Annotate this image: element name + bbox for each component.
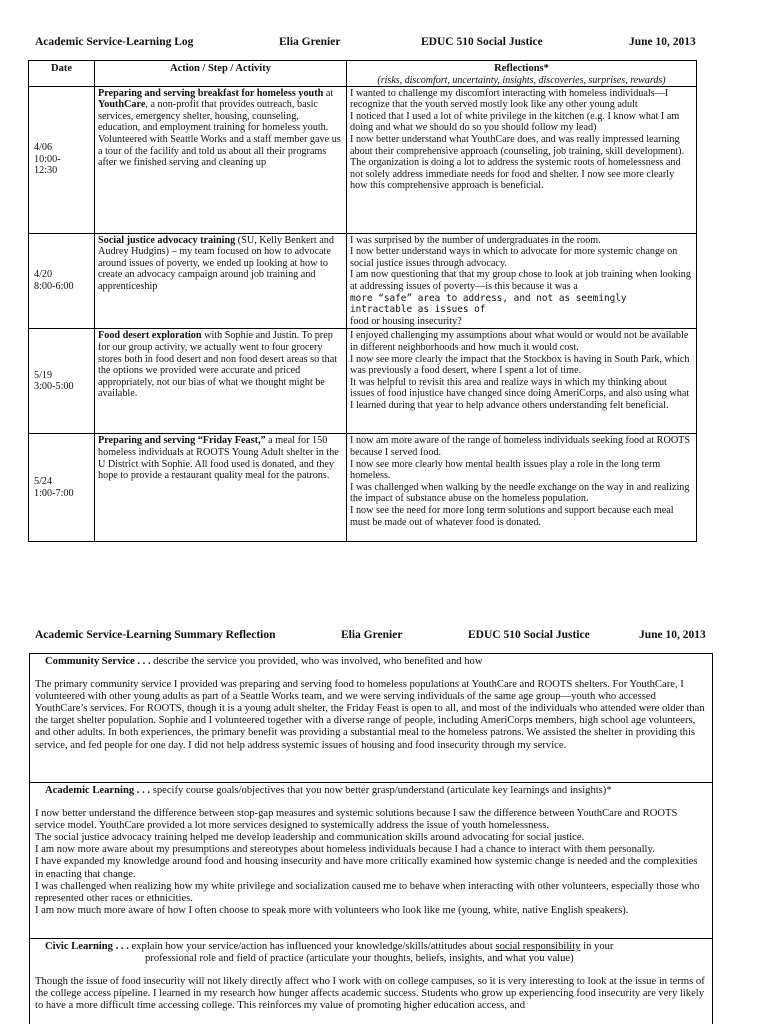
academic-learning-line: I am now much more aware of how I often choose to speak more with volunteers who look like me (young, white, native English speakers).	[35, 904, 629, 916]
community-service-body: The primary community service I provided was preparing and serving food to homeless populations at YouthCare and ROOTS shelters. For YouthCare, I volunteered with other young adults as part of a Seattle Works team, and we were serving individuals of the same age group—youth who accessed YouthCare’s services. For ROOTS, though it is a young adult shelter, the Friday Feast is open to all, and most of the individuals who attended were older than the target shelter population. Sophie and I volunteered together with a diverse range of people, including AmeriCorps members, high school age volunteers, and other adults. In both experiences, the primary benefit was providing a substantial meal to the homeless patrons. We assisted the shelter in providing this service, and fed people for one day. I did not help address systemic issues of housing and food insecurity through my service.	[35, 679, 705, 751]
academic-learning-line: I have expanded my knowledge around food and housing insecurity and have more critically examined how systemic change is needed and the complexities in enacting that change.	[35, 856, 698, 880]
table-row	[29, 329, 697, 434]
row-action: Preparing and serving “Friday Feast,” a meal for 150 homeless individuals at ROOTS Young Adult shelter in the U District with Sophie. All food used is donated, and they hope to provide a restaurant quality meal for the patrons.	[95, 434, 347, 542]
row-action: Social justice advocacy training (SU, Kelly Benkert and Audrey Hudgins) – my team focused on how to advocate around issues of poverty, we ended up looking at how to create an advocacy campaign around job training and apprenticeship	[95, 233, 347, 329]
academic-learning-prompt: Academic Learning . . . specify course goals/objectives that you now better grasp/understand (articulate key learnings and insights)*	[45, 785, 612, 796]
reflections-subheading: (risks, discomfort, uncertainty, insights, discoveries, surprises, rewards)	[377, 74, 666, 86]
row-action: Food desert exploration with Sophie and Justin. To prep for our group activity, we actually went to four grocery stores both in food desert and non food desert areas so that the options we provided were accurate and priced appropriately, not our bias of what we thought might be available.	[95, 329, 347, 434]
row-date: 5/19 3:00-5:00	[29, 329, 95, 434]
academic-learning-heading: Academic Learning . . .	[45, 785, 151, 796]
log-header	[35, 36, 708, 52]
civic-learning-section	[30, 939, 712, 1025]
social-responsibility-term: social responsibility	[495, 941, 581, 952]
row-action: Preparing and serving breakfast for homeless youth at YouthCare, a non-profit that provides outreach, basic services, emergency shelter, housing, counseling, education, and employment training for homeless youth. Volunteered with Seattle Works and a staff member gave us a tour of the facility and told us about all their programs after we finished serving and cleaning up	[95, 86, 347, 233]
academic-learning-line: The social justice advocacy training helped me develop leadership and communication skills around advocating for social justice.	[35, 832, 585, 844]
community-service-section	[30, 654, 712, 783]
row-reflections: I now am more aware of the range of homeless individuals seeking food at ROOTS because I served food. I now see more clearly how mental health issues play a role in the long term homeless. I was challenged when walking by the needle exchange on the way in and realizing the impact of substance abuse on the homeless population. I now see the need for more long term solutions and support because each meal must be made out of whatever food is donated.	[347, 434, 697, 542]
summary-title: Academic Service-Learning Summary Reflection	[35, 629, 276, 641]
row-reflections: I wanted to challenge my discomfort interacting with homeless individuals—I recognize that the youth served mostly look like any other young adult I noticed that I used a lot of white privilege in the kitchen (e.g. I know what I am doing and what we should do so you should follow my lead) I now better understand what YouthCare does, and was really impressed learning about their comprehensive approach (counseling, job training, skill development). The organization is doing a lot to address the systemic roots of homelessness and not solely address immediate needs for food and shelter. I now see more clearly how this comprehensive approach is beneficial.	[347, 86, 697, 233]
row-reflections: I was surprised by the number of undergraduates in the room. I now better understand ways in which to advocate for more systemic change on social justice issues through advocacy. I am now questioning that that my group chose to look at job training when looking at addressing issues of poverty—is this because it was a more “safe” area to address, and not as seemingly intractable as issues of food or housing insecurity?	[347, 233, 697, 329]
academic-learning-section	[30, 783, 712, 939]
action-column-header: Action / Step / Activity	[95, 61, 347, 87]
log-date: June 10, 2013	[629, 36, 696, 48]
civic-learning-prompt: Civic Learning . . . explain how your service/action has influenced your knowledge/skills/attitudes about social responsibility in your professional role and field of practice (articulate your thoughts, beliefs, insights, and what you value)	[45, 941, 614, 965]
academic-learning-line: I am now more aware about my presumptions and stereotypes about homeless individuals because I had a chance to interact with them personally.	[35, 844, 655, 856]
summary-reflection	[29, 653, 713, 1024]
course-name: EDUC 510 Social Justice	[468, 629, 590, 641]
service-log-table	[28, 60, 697, 542]
row-date: 4/06 10:00- 12:30	[29, 86, 95, 233]
academic-learning-line: I now better understand the difference between stop-gap measures and systemic solutions because I saw the difference between YouthCare and ROOTS service model. YouthCare provided a lot more services designed to systemically address the issue of youth homelessness.	[35, 808, 678, 832]
summary-date: June 10, 2013	[639, 629, 706, 641]
reflections-column-header	[347, 61, 697, 87]
academic-learning-line: I was challenged when realizing how my white privilege and socialization caused me to behave when interacting with other volunteers, especially those who represented other races or ethnicities.	[35, 880, 700, 904]
row-date: 5/24 1:00-7:00	[29, 434, 95, 542]
community-service-heading: Community Service . . .	[45, 656, 151, 667]
author-name: Elia Grenier	[279, 36, 341, 48]
log-title: Academic Service-Learning Log	[35, 36, 194, 48]
date-column-header: Date	[29, 61, 95, 87]
community-service-prompt: Community Service . . . describe the service you provided, who was involved, who benefited and how	[45, 656, 483, 667]
table-header-row	[29, 61, 697, 87]
author-name: Elia Grenier	[341, 629, 403, 641]
row-reflections: I enjoyed challenging my assumptions about what would or would not be available in different neighborhoods and how much it would cost. I now see more clearly the impact that the Stockbox is having in South Park, which was previously a food desert, where I spent a lot of time. It was helpful to revisit this area and realize ways in which my thinking about issues of food injustice have changed since doing AmeriCorps, and also using what I learned during that year to help advance others understanding felt beneficial.	[347, 329, 697, 434]
summary-header	[35, 629, 708, 645]
table-row	[29, 233, 697, 329]
table-row	[29, 86, 697, 233]
reflections-heading: Reflections*	[494, 63, 549, 74]
course-name: EDUC 510 Social Justice	[421, 36, 543, 48]
row-date: 4/20 8:00-6:00	[29, 233, 95, 329]
table-row	[29, 434, 697, 542]
civic-learning-body: Though the issue of food insecurity will not likely directly affect who I work with on college campuses, so it is very interesting to look at the issue in terms of the college access pipeline. I learned in my research how hunger affects academic success. Students who grow up experiencing food insecurity are very likely to have a more difficult time accessing college. This reinforces my value of promoting higher education access, and	[35, 976, 705, 1012]
civic-learning-heading: Civic Learning . . .	[45, 941, 129, 952]
